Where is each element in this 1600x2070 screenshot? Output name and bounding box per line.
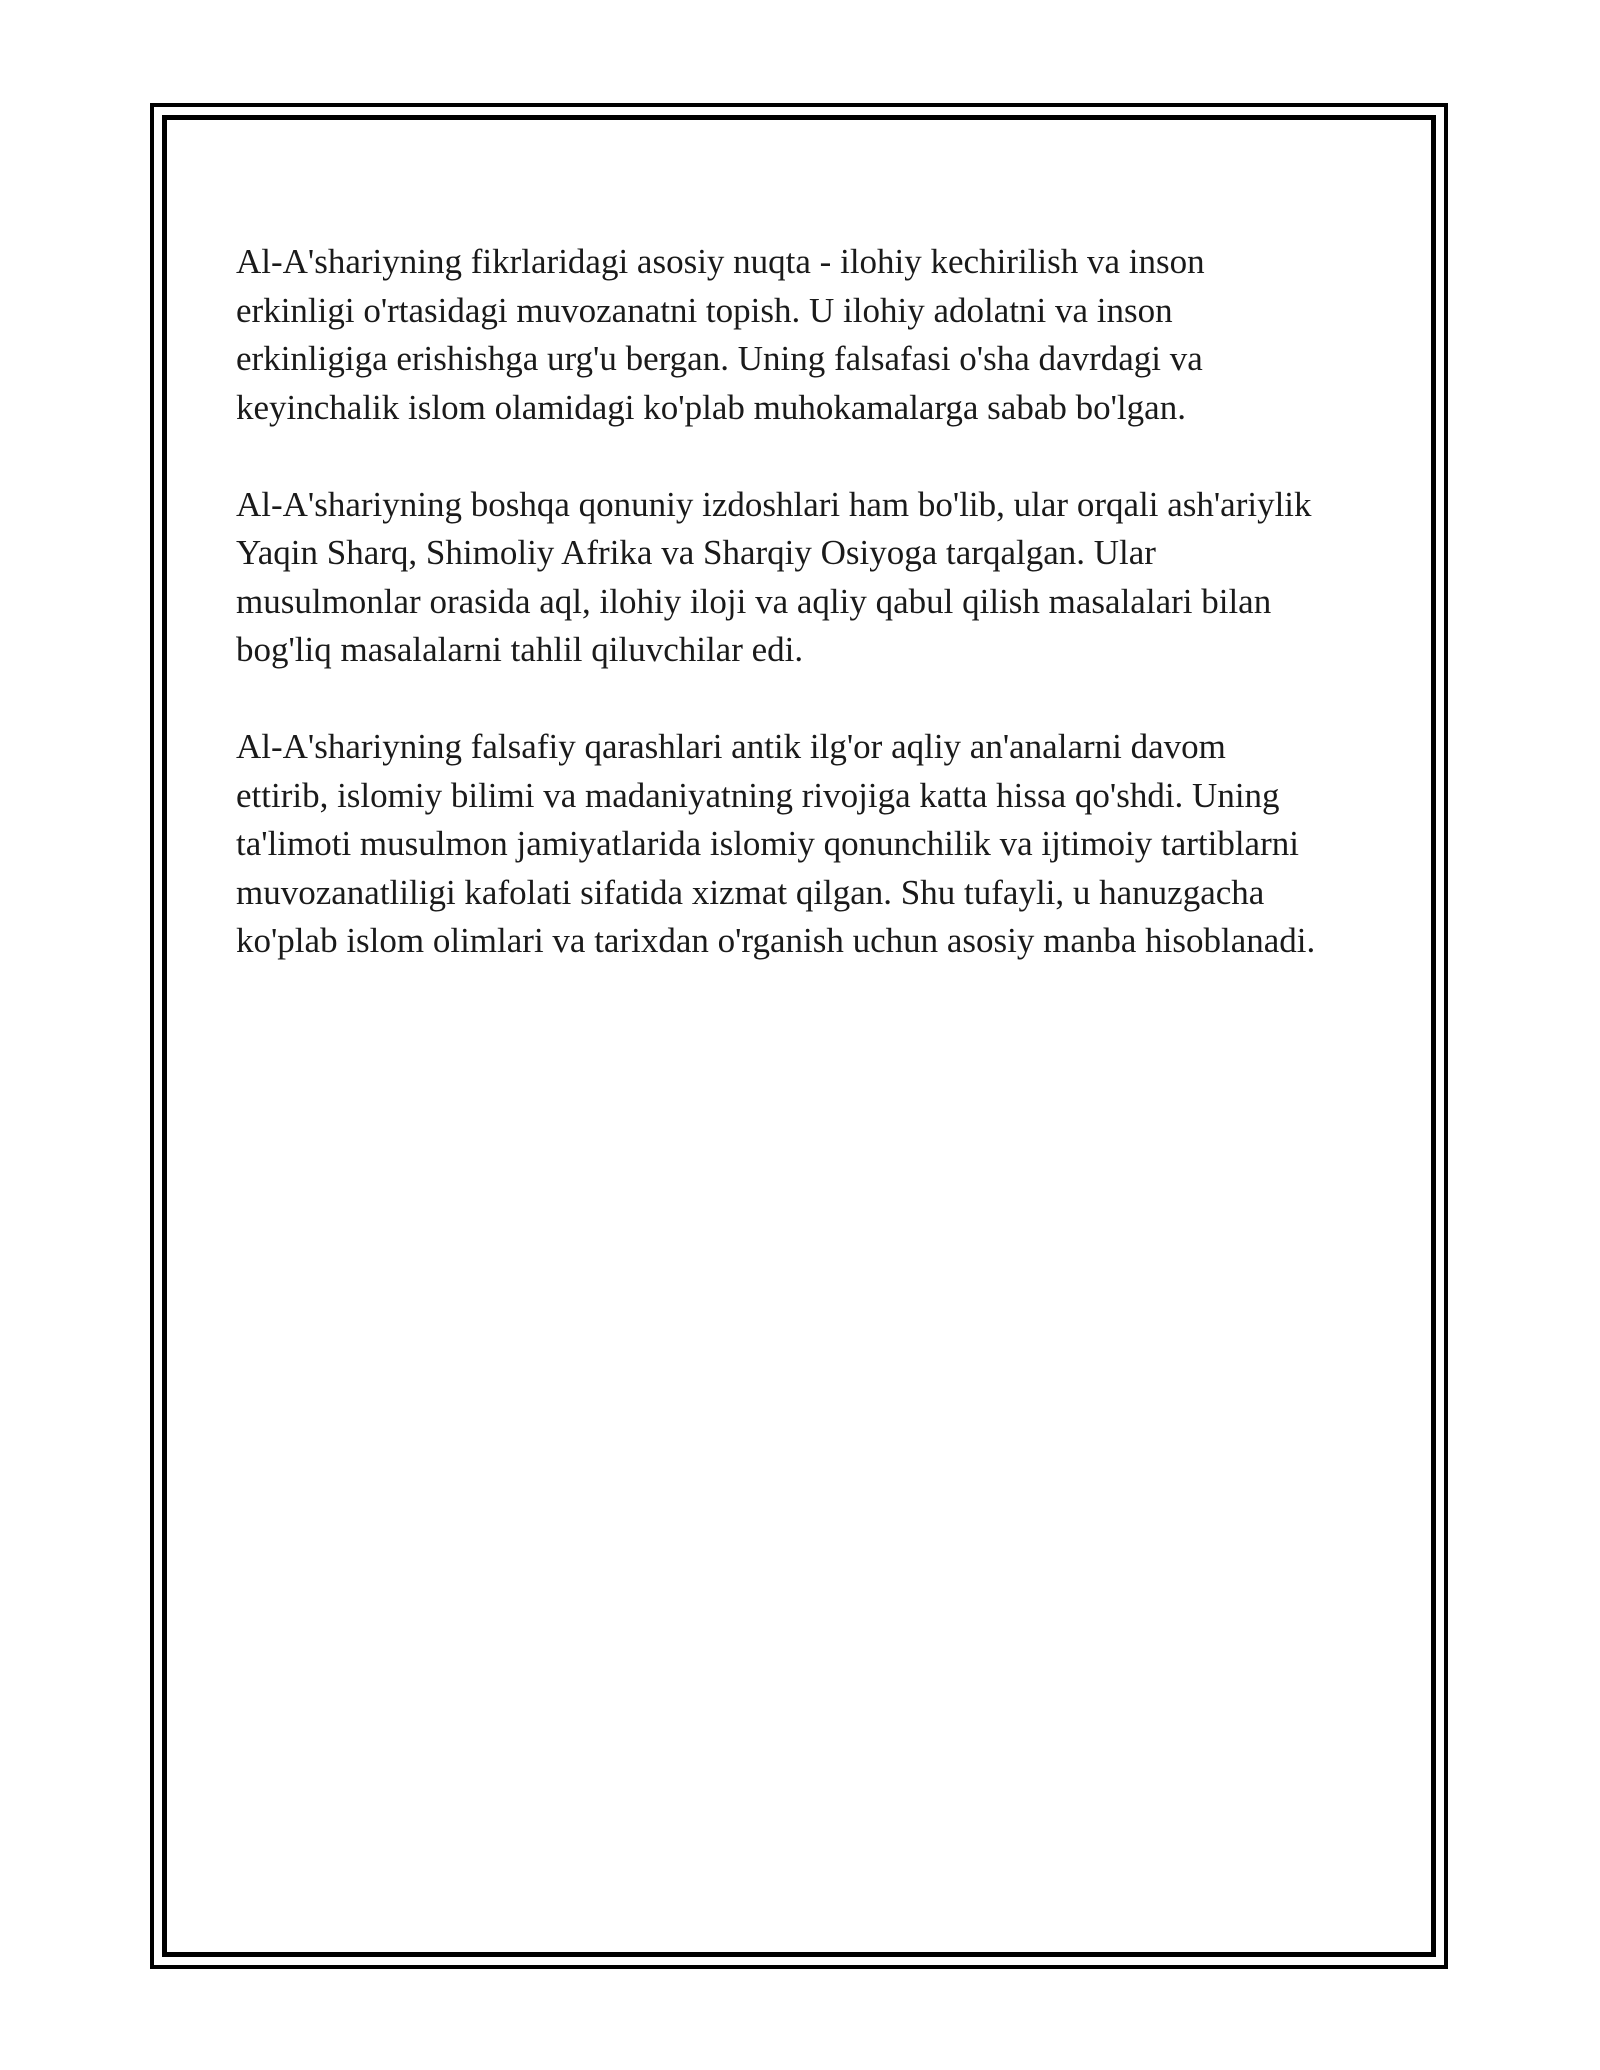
paragraph-3: Al-A'shariyning falsafiy qarashlari antik ilg'or aqliy an'analarni davom ettirib, islomiy bilimi va madaniyatning rivojiga katta hissa qo'shdi. Uning ta'limoti musulmon jamiyatlarida islomiy qonunchilik va ijtimoiy tartiblarni muvozanatliligi kafolati sifatida xizmat qilgan. Shu tufayli, u hanuzgacha ko'plab islom olimlari va tarixdan o'rganish uchun asosiy manba hisoblanadi. bbox=[236, 727, 1316, 960]
paragraph-1: Al-A'shariyning fikrlaridagi asosiy nuqta - ilohiy kechirilish va inson erkinligi o'rtasidagi muvozanatni topish. U ilohiy adolatni va inson erkinligiga erishishga urg'u bergan. Uning falsafasi o'sha davrdagi va keyinchalik islom olamidagi ko'plab muhokamalarga sabab bo'lgan. bbox=[236, 242, 1205, 427]
paragraph-2: Al-A'shariyning boshqa qonuniy izdoshlari ham bo'lib, ular orqali ash'ariylik Yaqin Sharq, Shimoliy Afrika va Sharqiy Osiyoga tarqalgan. Ular musulmonlar orasida aql, ilohiy iloji va aqliy qabul qilish masalalari bilan bog'liq masalalarni tahlil qiluvchilar edi. bbox=[236, 484, 1312, 669]
document-body bbox=[236, 238, 1396, 1014]
